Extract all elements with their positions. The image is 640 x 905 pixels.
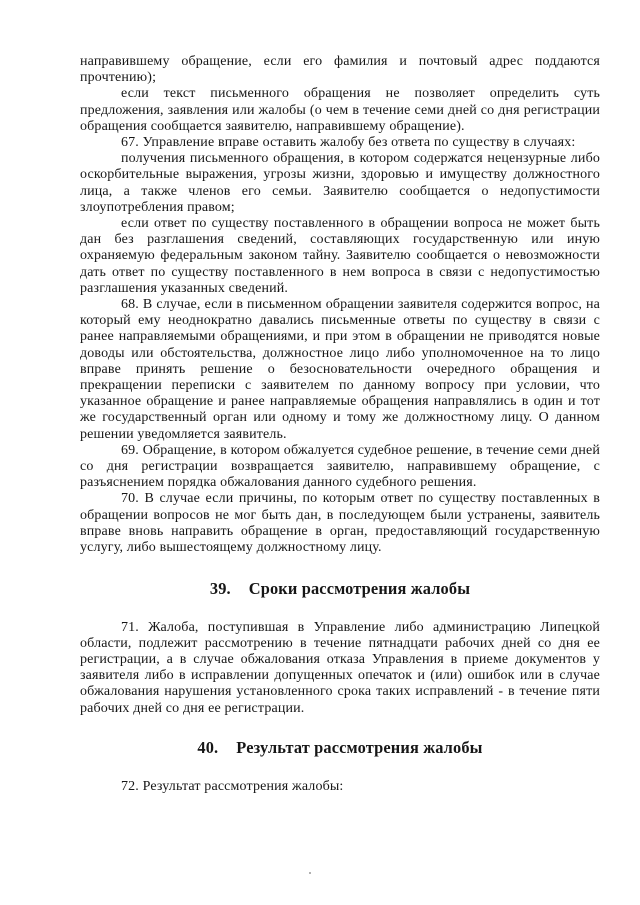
section-number: 39.	[209, 579, 231, 599]
section-title: Сроки рассмотрения жалобы	[248, 579, 471, 599]
section-heading-40	[80, 737, 600, 757]
paragraph-69: 69. Обращение, в котором обжалуется судебное решение, в течение семи дней со дня регистрации возвращается заявителю, направившему обращение, с разъяснением порядка обжалования данного судебного решения.	[80, 442, 600, 491]
section-heading-39	[80, 581, 600, 597]
paragraph-72: 72. Результат рассмотрения жалобы:	[121, 778, 344, 794]
paragraph-obscene-content: получения письменного обращения, в котором содержатся нецензурные либо оскорбительные выражения, угрозы жизни, здоровью и имуществу должностного лица, а также членов его семьи. Заявителю сообщается о недопустимости злоупотребления правом;	[80, 151, 600, 215]
section-number: 40.	[197, 737, 219, 757]
paragraph-71: 71. Жалоба, поступившая в Управление либо администрацию Липецкой области, подлежит рассмотрению в течение пятнадцати рабочих дней со дня ее регистрации, а в случае обжалования отказа Управления в приеме документов у заявителя либо в исправлении допущенных опечаток и (или) ошибок или в случае обжалования нарушения установленного срока таких исправлений - в течение пяти рабочих дней со дня ее регистрации.	[80, 619, 600, 716]
paragraph-continuation: направившему обращение, если его фамилия и почтовый адрес поддаются прочтению);	[80, 54, 600, 86]
paragraph-68: 68. В случае, если в письменном обращении заявителя содержится вопрос, на который ему неоднократно давались письменные ответы по существу в связи с ранее направляемыми обращениями, и при этом в обращении не приводятся новые доводы или обстоятельства, должностное лицо либо уполномоченное на то лицо вправе принять решение о безосновательности очередного обращения и прекращении переписки с заявителем по данному вопросу при условии, что указанное обращение и ранее направляемые обращения направлялись в один и тот же государственный орган или одному и тому же должностному лицу. О данном решении уведомляется заявитель.	[80, 297, 600, 442]
paragraph-67: 67. Управление вправе оставить жалобу без ответа по существу в случаях:	[121, 135, 576, 151]
paragraph-state-secret: если ответ по существу поставленного в обращении вопроса не может быть дан без разглашения сведений, составляющих государственную или иную охраняемую федеральным законом тайну. Заявителю сообщается о невозможности дать ответ по существу поставленного в нем вопроса в связи с недопустимостью разглашения указанных сведений.	[80, 216, 600, 296]
paragraph-text-unclear: если текст письменного обращения не позволяет определить суть предложения, заявления или жалобы (о чем в течение семи дней со дня регистрации обращения сообщается заявителю, направившему обращение).	[80, 86, 600, 134]
scan-speck	[309, 872, 311, 874]
section-title: Результат рассмотрения жалобы	[236, 737, 483, 757]
paragraph-70: 70. В случае если причины, по которым ответ по существу поставленных в обращении вопросов не мог быть дан, в последующем были устранены, заявитель вправе вновь направить обращение в орган, предоставляющий государственную услугу, либо вышестоящему должностному лицу.	[80, 491, 600, 556]
